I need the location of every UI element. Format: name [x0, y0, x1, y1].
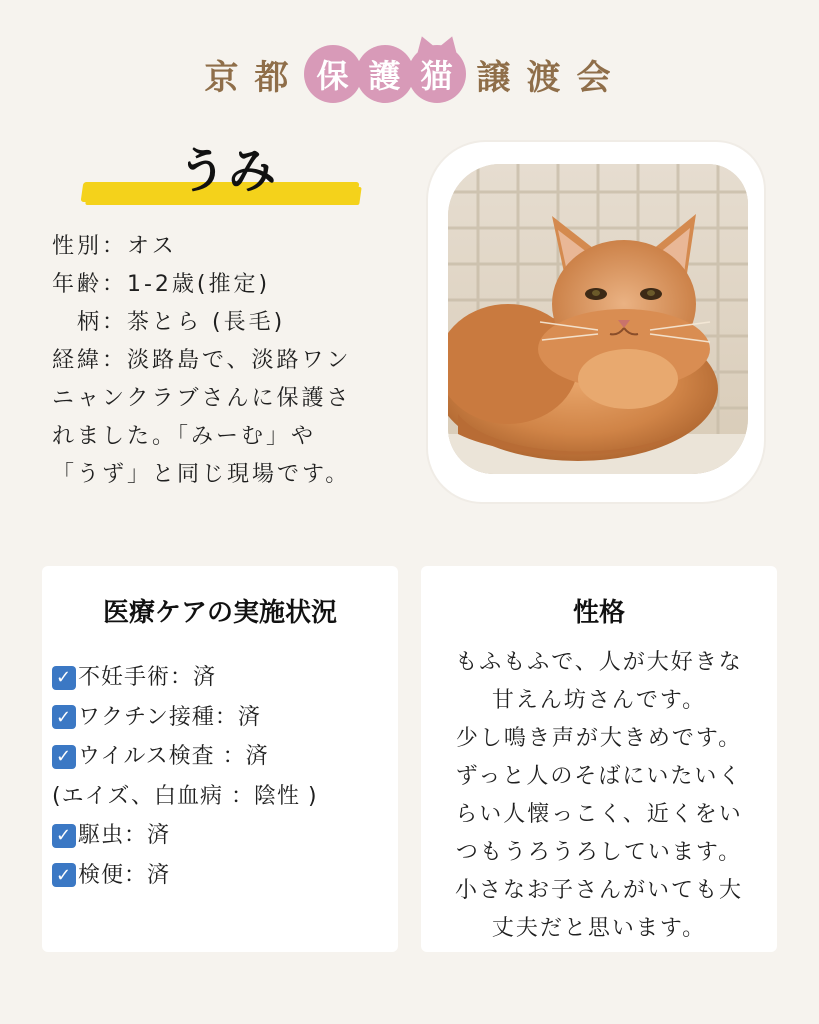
medical-care-card [42, 566, 398, 952]
checkbox-checked-icon: ✓ [52, 863, 76, 887]
list-item: ✓ 不妊手術：済 [52, 658, 392, 698]
info-line: れました。「みーむ」や [52, 424, 317, 449]
photo-frame [428, 142, 764, 502]
personality-card [421, 566, 777, 952]
highlight-badge-cat: 猫 [408, 45, 466, 103]
checkbox-checked-icon: ✓ [52, 824, 76, 848]
info-line: 「うず」と同じ現場です。 [52, 462, 351, 487]
event-title [0, 36, 819, 112]
cat-name: うみ [178, 143, 279, 199]
cat-name-block [82, 132, 362, 212]
title-prefix: 京 都 [204, 57, 293, 98]
cat-info [52, 228, 402, 494]
list-item: ✓ 駆虫：済 [52, 816, 392, 856]
personality-line: 丈夫だと思います。 [491, 916, 707, 941]
highlight-badge: 保 [304, 45, 362, 103]
checkbox-checked-icon: ✓ [52, 666, 76, 690]
personality-text [429, 644, 769, 948]
cat-ear-icon [439, 34, 460, 53]
orange-cat-photo-icon [448, 164, 748, 474]
personality-line: ずっと人のそばにいたいく [455, 764, 743, 789]
medical-title: 医療ケアの実施状況 [102, 598, 337, 628]
personality-title: 性格 [572, 598, 625, 628]
title-suffix: 譲 渡 会 [476, 57, 615, 98]
personality-line: もふもふで、人が大好きな [455, 650, 743, 675]
highlight-badge: 護 [356, 45, 414, 103]
info-line: 性別：オス [52, 234, 177, 259]
title-highlight-badges [304, 45, 466, 103]
info-line: 年齢：1-2歳(推定) [52, 272, 271, 297]
medical-list [52, 658, 392, 895]
checkbox-checked-icon: ✓ [52, 745, 76, 769]
personality-line: 小さなお子さんがいても大 [454, 878, 743, 903]
list-item-note: (エイズ、白血病 ：陰性 ) [52, 783, 318, 809]
info-line: 経緯：淡路島で、淡路ワン [52, 348, 352, 373]
cat-photo [448, 164, 748, 474]
info-line: 柄：茶とら (長毛) [52, 310, 286, 335]
personality-line: 少し鳴き声が大きめです。 [455, 726, 743, 751]
list-item: ✓ ワクチン接種：済 [52, 698, 392, 738]
list-item: ✓ 検便：済 [52, 856, 392, 896]
personality-line: 甘えん坊さんです。 [491, 688, 707, 713]
personality-line: つもうろうろしています。 [455, 840, 743, 865]
cat-ear-icon [413, 34, 434, 53]
checkbox-checked-icon: ✓ [52, 705, 76, 729]
list-item: ✓ ウイルス検査 ：済 [52, 737, 392, 777]
info-line: ニャンクラブさんに保護さ [52, 386, 352, 411]
personality-line: らい人懐っこく、近くをい [455, 802, 743, 827]
